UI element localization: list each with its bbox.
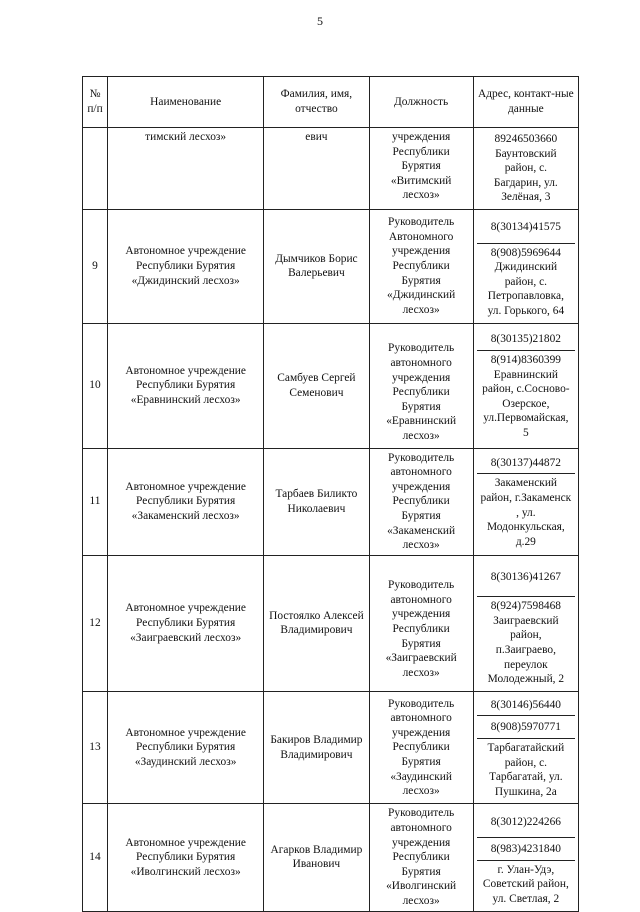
table-row: [83, 128, 579, 210]
contact-phone: 8(30146)56440: [490, 698, 561, 711]
header-position: Должность: [369, 77, 473, 128]
row-position: Руководитель Автономного учреждения Республики Бурятия «Джидинский лесхоз»: [369, 209, 473, 323]
contact-info: г. Улан-Удэ, Советский район, ул. Светлая, 2: [477, 860, 575, 909]
table-row: [83, 209, 579, 323]
row-num: 9: [83, 209, 108, 323]
header-name: Наименование: [108, 77, 264, 128]
row-person: Дымчиков Борис Валерьевич: [264, 209, 369, 323]
row-contacts: [473, 555, 578, 691]
row-name: тимский лесхоз»: [108, 128, 264, 210]
row-name: Автономное учреждение Республики Бурятия «Иволгинский лесхоз»: [108, 804, 264, 911]
contact-phone: 8(30134)41575: [490, 220, 561, 233]
row-name: Автономное учреждение Республики Бурятия «Заиграевский лесхоз»: [108, 555, 264, 691]
row-contacts: [473, 691, 578, 804]
row-name: Автономное учреждение Республики Бурятия «Еравнинский лесхоз»: [108, 323, 264, 448]
row-person: Агарков Владимир Иванович: [264, 804, 369, 911]
contact-info: 8(924)7598468 Заиграевский район, п.Заиграево, переулок Молодежный, 2: [477, 596, 575, 689]
table-row: [83, 691, 579, 804]
row-position: Руководитель автономного учреждения Республики Бурятия «Заиграевский лесхоз»: [369, 555, 473, 691]
header-address: Адрес, контакт-ные данные: [473, 77, 578, 128]
row-num: [83, 128, 108, 210]
row-position: Руководитель автономного учреждения Республики Бурятия «Иволгинский лесхоз»: [369, 804, 473, 911]
contact-phone: 8(3012)224266: [490, 815, 561, 828]
row-person: Бакиров Владимир Владимирович: [264, 691, 369, 804]
contact-info: 8(908)5969644 Джидинский район, с. Петропавловка, ул. Горького, 64: [477, 243, 575, 321]
contact-info: 89246503660 Баунтовский район, с. Багдарин, ул. Зелёная, 3: [493, 133, 558, 204]
row-contacts: [473, 209, 578, 323]
table-row: [83, 448, 579, 555]
row-person: Тарбаев Биликто Николаевич: [264, 448, 369, 555]
row-contacts: [473, 128, 578, 210]
table-row: [83, 555, 579, 691]
row-num: 12: [83, 555, 108, 691]
row-position: Руководитель автономного учреждения Республики Бурятия «Еравнинский лесхоз»: [369, 323, 473, 448]
row-num: 10: [83, 323, 108, 448]
contact-info: 8(914)8360399 Еравнинский район, с.Сосново-Озерское, ул.Первомайская, 5: [477, 350, 575, 443]
contact-phone: 8(30136)41267: [490, 570, 561, 583]
row-person: евич: [264, 128, 369, 210]
forestry-registry-table: [82, 76, 579, 912]
table-header-row: [83, 77, 579, 128]
row-person: Самбуев Сергей Семенович: [264, 323, 369, 448]
row-num: 14: [83, 804, 108, 911]
contact-info: Тарбагатайский район, с. Тарбагатай, ул. Пушкина, 2а: [477, 738, 575, 801]
contact-phone: 8(30137)44872: [490, 456, 561, 469]
row-num: 11: [83, 448, 108, 555]
row-position: Руководитель автономного учреждения Республики Бурятия «Заудинский лесхоз»: [369, 691, 473, 804]
row-contacts: [473, 804, 578, 911]
row-name: Автономное учреждение Республики Бурятия «Закаменский лесхоз»: [108, 448, 264, 555]
row-person: Постоялко Алексей Владимирович: [264, 555, 369, 691]
header-person: Фамилия, имя, отчество: [264, 77, 369, 128]
contact-phone: 8(30135)21802: [490, 333, 561, 346]
header-num: № п/п: [83, 77, 108, 128]
contact-info: Закаменский район, г.Закаменск , ул. Модонкульская, д.29: [477, 473, 575, 551]
row-position: Руководитель автономного учреждения Республики Бурятия «Закаменский лесхоз»: [369, 448, 473, 555]
contact-phone: 8(908)5970771: [477, 715, 575, 738]
page-number: 5: [317, 14, 323, 28]
table-row: [83, 323, 579, 448]
row-name: Автономное учреждение Республики Бурятия «Заудинский лесхоз»: [108, 691, 264, 804]
row-contacts: [473, 323, 578, 448]
row-position: учреждения Республики Бурятия «Витимский лесхоз»: [369, 128, 473, 210]
row-num: 13: [83, 691, 108, 804]
row-name: Автономное учреждение Республики Бурятия «Джидинский лесхоз»: [108, 209, 264, 323]
table-row: [83, 804, 579, 911]
contact-phone: 8(983)4231840: [477, 837, 575, 860]
row-contacts: [473, 448, 578, 555]
